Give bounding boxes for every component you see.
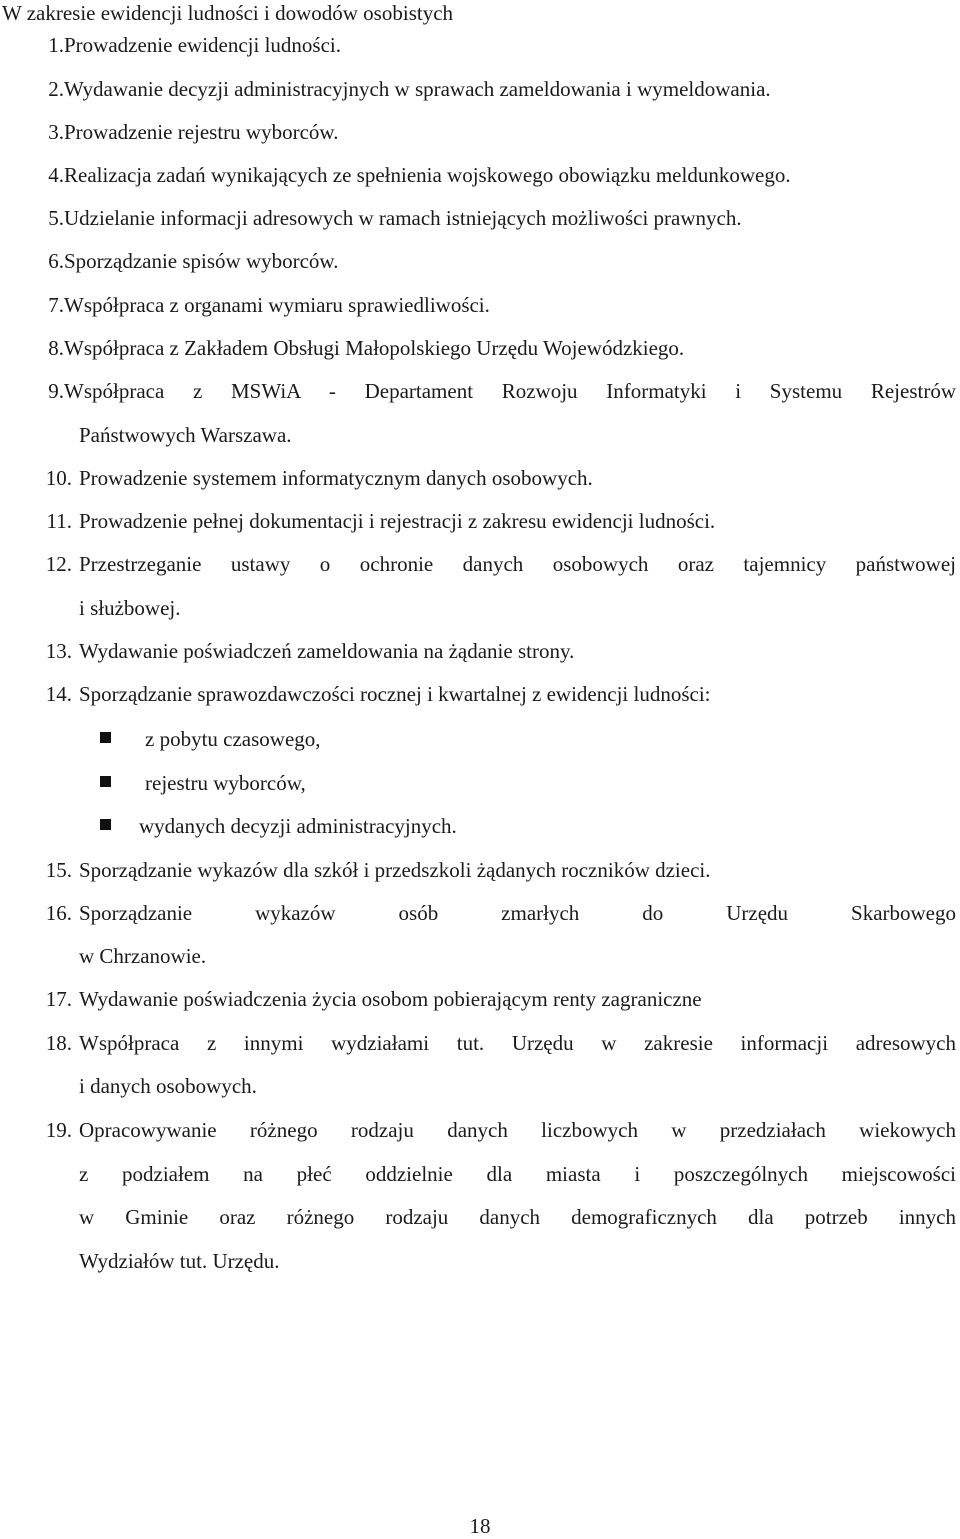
item-text: Prowadzenie pełnej dokumentacji i rejestracji z zakresu ewidencji ludności. — [79, 509, 716, 533]
item-number: 18. — [45, 1031, 72, 1055]
item-text: Państwowych Warszawa. — [79, 423, 292, 447]
item-number: 17. — [45, 987, 72, 1011]
item-number: 16. — [45, 901, 72, 925]
item-number: 15. — [45, 858, 72, 882]
item-text: Prowadzenie ewidencji ludności. — [64, 33, 341, 57]
item-text: z podziałem na płeć oddzielnie dla miasta i poszczególnych miejscowości — [79, 1162, 956, 1186]
item-text: Wydawanie poświadczenia życia osobom pobierającym renty zagraniczne — [79, 987, 702, 1011]
square-bullet-icon — [100, 819, 111, 830]
item-number: 9. — [48, 379, 64, 403]
item-number: 6. — [48, 249, 64, 273]
item-number: 2. — [48, 77, 64, 101]
item-text: Wydziałów tut. Urzędu. — [79, 1249, 280, 1273]
item-number: 14. — [45, 682, 72, 706]
item-number: 4. — [48, 163, 64, 187]
item-text: Sporządzanie spisów wyborców. — [64, 249, 339, 273]
item-number: 19. — [45, 1118, 72, 1142]
item-text: Współpraca z MSWiA - Departament Rozwoju Informatyki i Systemu Rejestrów — [64, 379, 956, 403]
item-text: i danych osobowych. — [79, 1074, 257, 1098]
item-number: 13. — [45, 639, 72, 663]
item-number: 11. — [46, 509, 72, 533]
item-text: i służbowej. — [79, 596, 181, 620]
item-number: 1. — [48, 33, 64, 57]
item-text: Prowadzenie systemem informatycznym danych osobowych. — [79, 466, 593, 490]
item-text: Wydawanie poświadczeń zameldowania na żądanie strony. — [79, 639, 575, 663]
square-bullet-icon — [100, 776, 111, 787]
item-text: Współpraca z innymi wydziałami tut. Urzędu w zakresie informacji adresowych — [79, 1031, 956, 1055]
item-text: Udzielanie informacji adresowych w ramach istniejących możliwości prawnych. — [64, 206, 742, 230]
section-heading: W zakresie ewidencji ludności i dowodów osobistych — [2, 1, 454, 25]
bullet-text: wydanych decyzji administracyjnych. — [139, 814, 457, 838]
square-bullet-icon — [100, 732, 111, 743]
item-number: 3. — [48, 120, 64, 144]
bullet-text: z pobytu czasowego, — [145, 727, 321, 751]
item-text: Sporządzanie sprawozdawczości rocznej i kwartalnej z ewidencji ludności: — [79, 682, 711, 706]
item-number: 7. — [48, 293, 64, 317]
item-number: 10. — [45, 466, 72, 490]
item-text: w Chrzanowie. — [79, 944, 207, 968]
item-text: Przestrzeganie ustawy o ochronie danych osobowych oraz tajemnicy państwowej — [79, 552, 956, 576]
item-number: 8. — [48, 336, 64, 360]
page-number: 18 — [469, 1514, 491, 1538]
item-text: Opracowywanie różnego rodzaju danych liczbowych w przedziałach wiekowych — [79, 1118, 956, 1142]
item-text: Realizacja zadań wynikających ze spełnienia wojskowego obowiązku meldunkowego. — [64, 163, 791, 187]
item-number: 12. — [45, 552, 72, 576]
item-text: Sporządzanie wykazów dla szkół i przedszkoli żądanych roczników dzieci. — [79, 858, 711, 882]
item-text: Współpraca z Zakładem Obsługi Małopolskiego Urzędu Wojewódzkiego. — [64, 336, 685, 360]
bullet-text: rejestru wyborców, — [145, 771, 306, 795]
item-text: Wydawanie decyzji administracyjnych w sprawach zameldowania i wymeldowania. — [64, 77, 771, 101]
item-text: Współpraca z organami wymiaru sprawiedliwości. — [64, 293, 490, 317]
item-text: w Gminie oraz różnego rodzaju danych demograficznych dla potrzeb innych — [79, 1205, 956, 1229]
item-text: Prowadzenie rejestru wyborców. — [64, 120, 339, 144]
item-text: Sporządzanie wykazów osób zmarłych do Urzędu Skarbowego — [79, 901, 956, 925]
item-number: 5. — [48, 206, 64, 230]
